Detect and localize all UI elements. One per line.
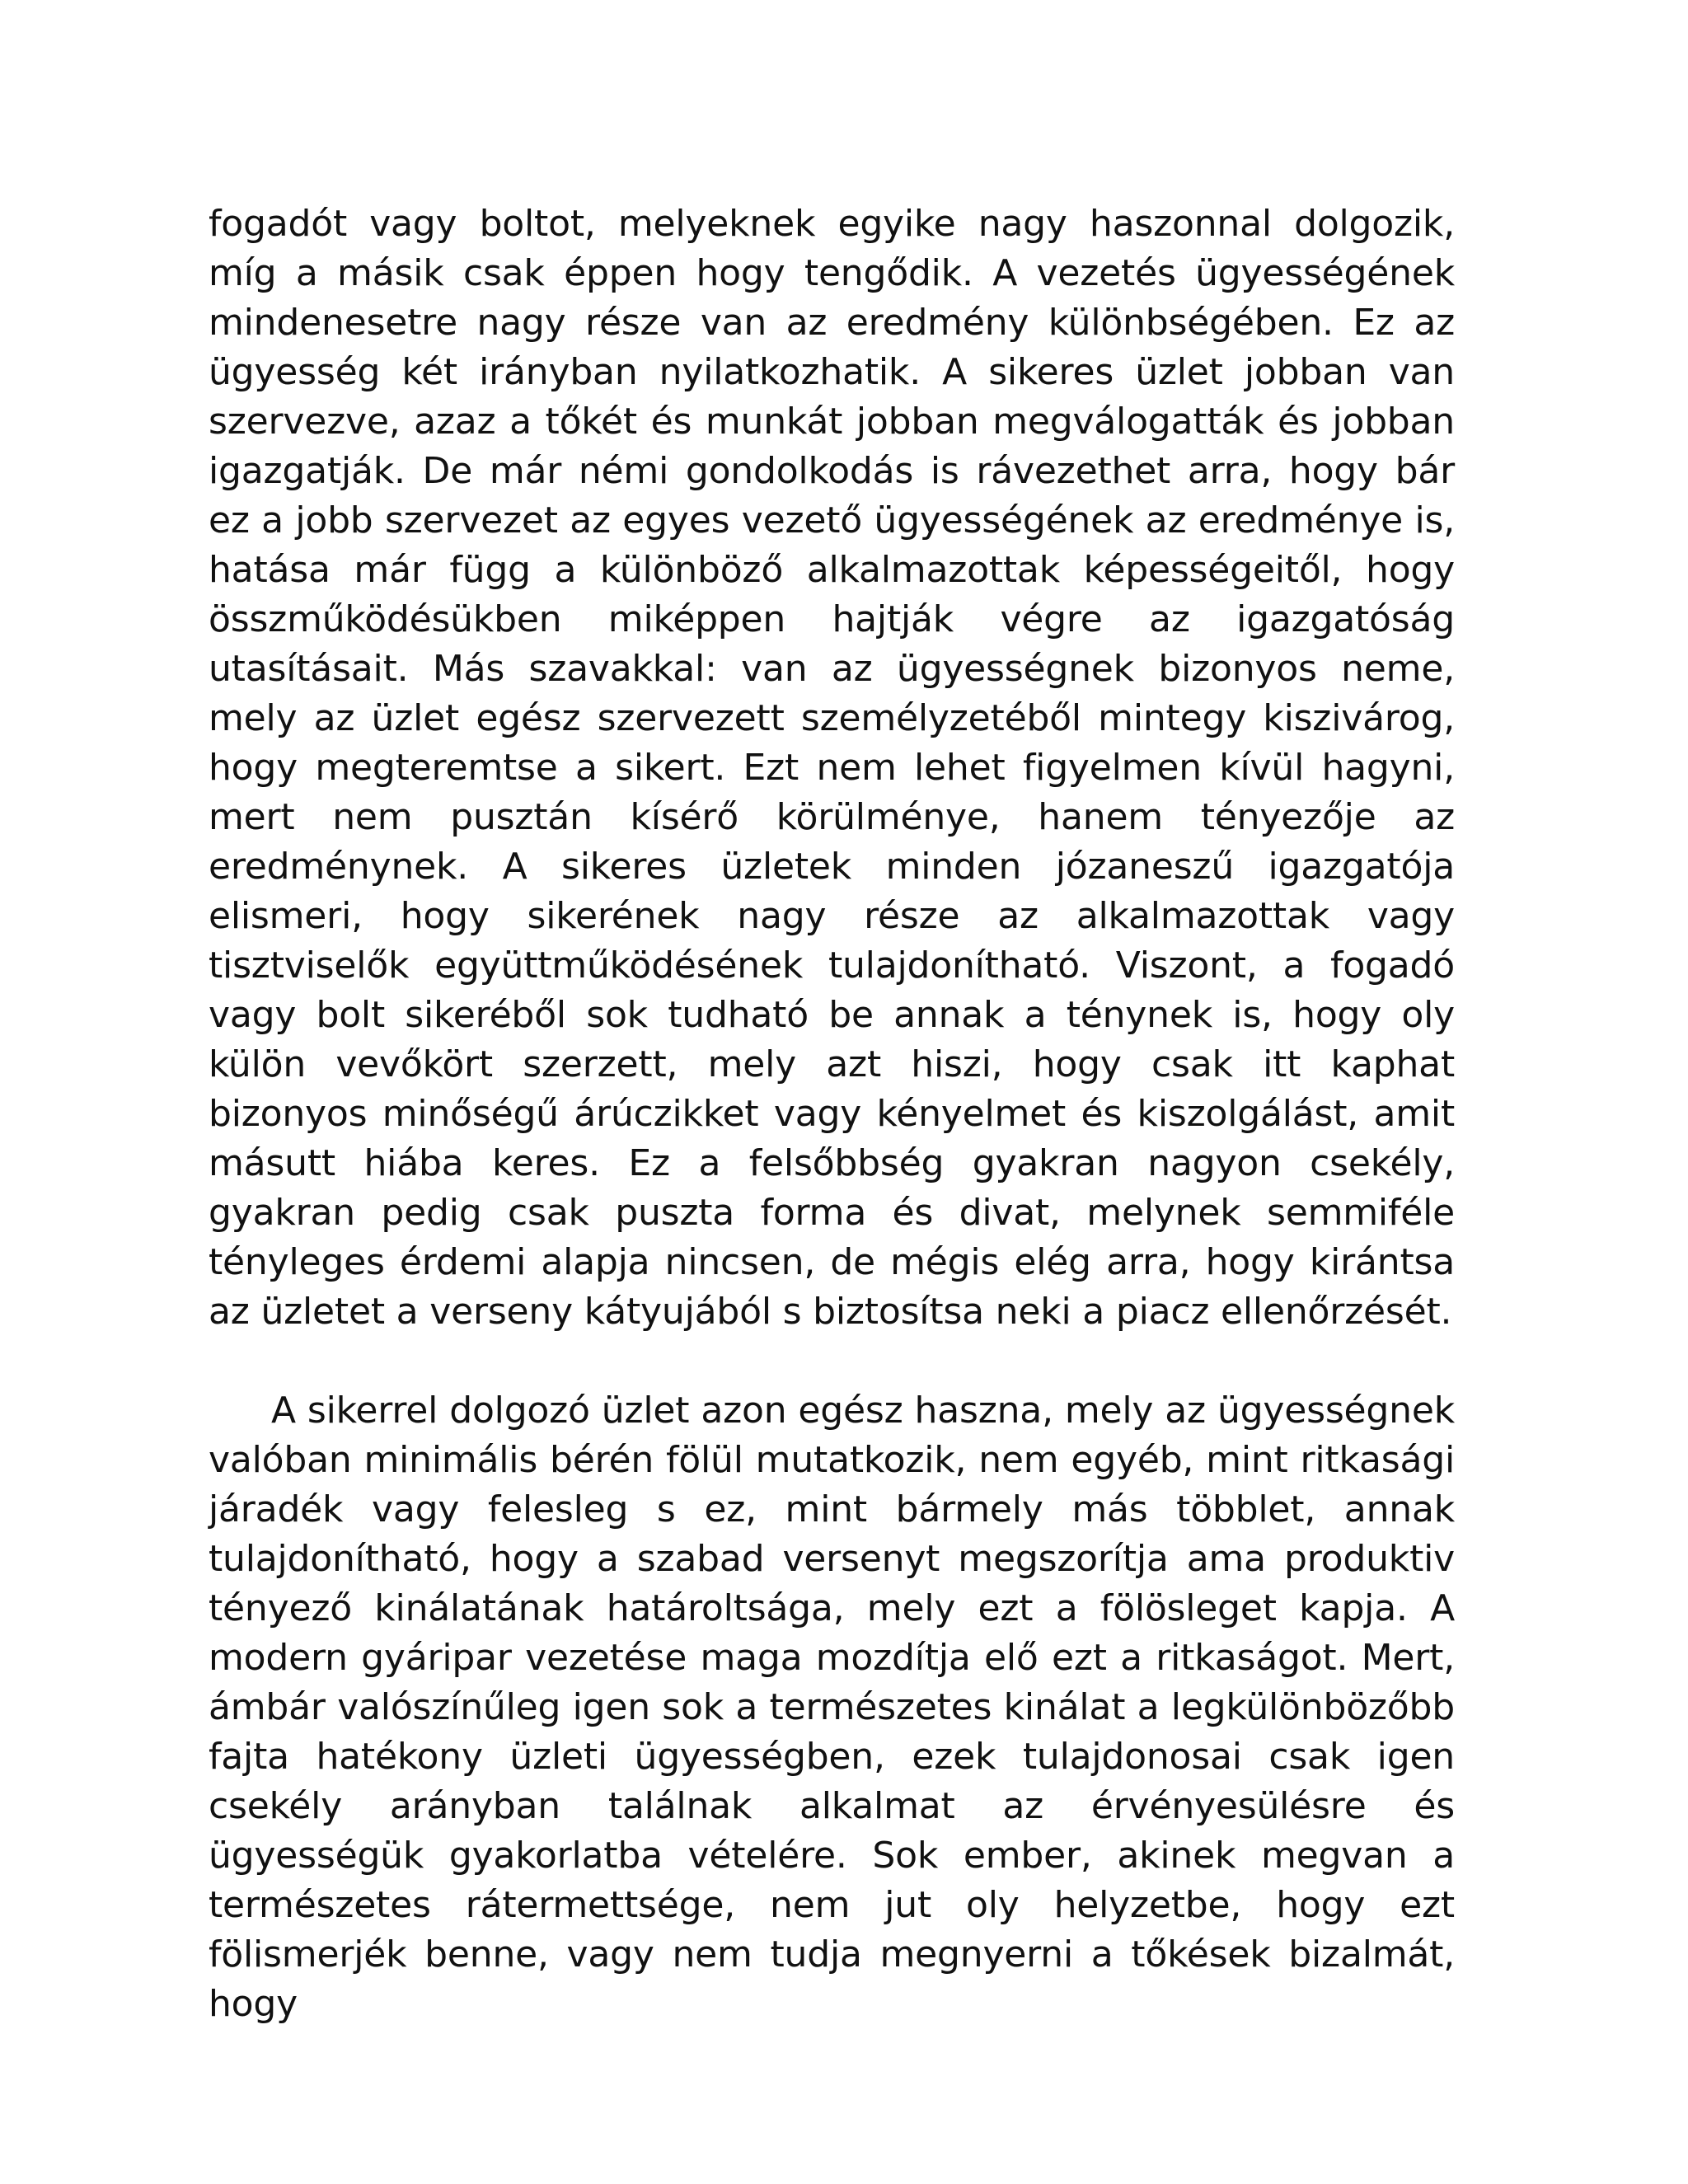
document-page [209, 199, 1455, 2029]
paragraph-2: A sikerrel dolgozó üzlet azon egész haszna, mely az ügyességnek valóban minimális bérén fölül mutatkozik, nem egyéb, mint ritkasági járadék vagy felesleg s ez, mint bármely más többlet, annak tulajdonítható, hogy a szabad versenyt megszorítja ama produktiv tényező kinálatának határoltsága, mely ezt a fölösleget kapja. A modern gyáripar vezetése maga mozdítja elő ezt a ritkaságot. Mert, ámbár valószínűleg igen sok a természetes kinálat a legkülönbözőbb fajta hatékony üzleti ügyességben, ezek tulajdonosai csak igen csekély arányban találnak alkalmat az érvényesülésre és ügyességük gyakorlatba vételére. Sok ember, akinek megvan a természetes rátermettsége, nem jut oly helyzetbe, hogy ezt fölismerjék benne, vagy nem tudja megnyerni a tőkések bizalmát, hogy [209, 1390, 1455, 2025]
paragraph-1: fogadót vagy boltot, melyeknek egyike nagy haszonnal dolgozik, míg a másik csak éppen hogy tengődik. A vezetés ügyességének mindenesetre nagy része van az eredmény különbségében. Ez az ügyesség két irányban nyilatkozhatik. A sikeres üzlet jobban van szervezve, azaz a tőkét és munkát jobban megválogatták és jobban igazgatják. De már némi gondolkodás is rávezethet arra, hogy bár ez a jobb szervezet az egyes vezető ügyességének az eredménye is, hatása már függ a különböző alkalmazottak képességeitől, hogy összműködésükben miképpen hajtják végre az igazgatóság utasításait. Más szavakkal: van az ügyességnek bizonyos neme, mely az üzlet egész szervezett személyzetéből mintegy kiszivárog, hogy megteremtse a sikert. Ezt nem lehet figyelmen kívül hagyni, mert nem pusztán kísérő körülménye, hanem tényezője az eredménynek. A sikeres üzletek minden józaneszű igazgatója elismeri, hogy sikerének nagy része az alkalmazottak vagy tisztviselők együttműködésének tulajdonítható. Viszont, a fogadó vagy bolt sikeréből sok tudható be annak a ténynek is, hogy oly külön vevőkört szerzett, mely azt hiszi, hogy csak itt kaphat bizonyos minőségű árúczikket vagy kényelmet és kiszolgálást, amit másutt hiába keres. Ez a felsőbbség gyakran nagyon csekély, gyakran pedig csak puszta forma és divat, melynek semmiféle tényleges érdemi alapja nincsen, de mégis elég arra, hogy kirántsa az üzletet a verseny kátyujából s biztosítsa neki a piacz ellenőrzését. [209, 203, 1455, 1333]
